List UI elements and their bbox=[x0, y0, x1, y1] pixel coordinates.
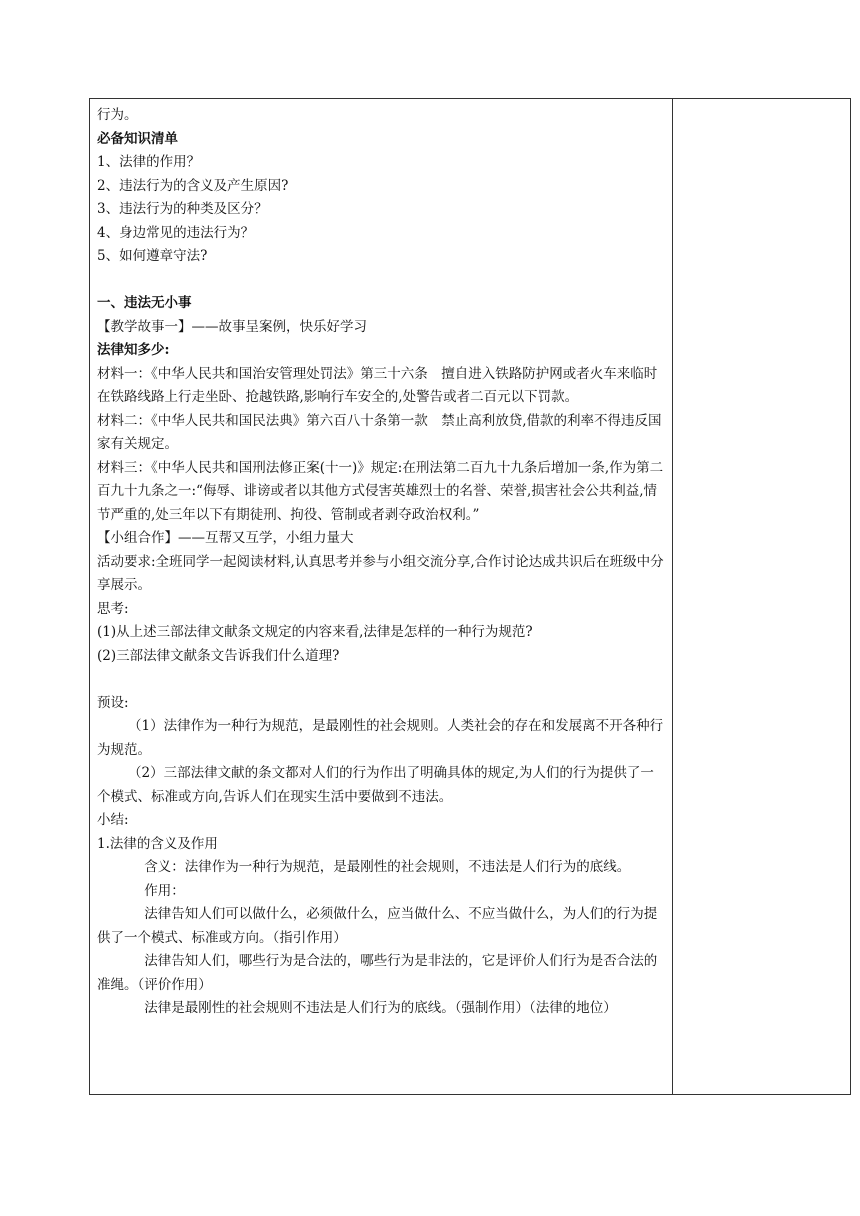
law-knowledge-heading: 法律知多少: bbox=[97, 342, 170, 358]
knowledge-item: 2、违法行为的含义及产生原因? bbox=[97, 177, 289, 194]
material-three: 材料三：《中华人民共和国刑法修正案(十一)》规定:在刑法第二百九十九条后增加一条,作为第二百九十九条之一:“侮辱、诽谤或者以其他方式侵害英雄烈士的名誉、荣誉,损害社会公共利益,情节严重的,处三年以下有期徒刑、拘役、管制或者剥夺政治权利。” bbox=[97, 459, 664, 523]
group-work-heading: 【小组合作】——互帮又互学，小组力量大 bbox=[97, 530, 354, 546]
think-label: 思考: bbox=[97, 600, 129, 617]
table-column-divider bbox=[672, 98, 673, 1095]
preset-answer-two: （2）三部法律文献的条文都对人们的行为作出了明确具体的规定,为人们的行为提供了一个模式、标准或方向,告诉人们在现实生活中要做到不违法。 bbox=[97, 765, 654, 805]
knowledge-item: 1、法律的作用？ bbox=[97, 154, 201, 170]
summary-label: 小结: bbox=[97, 812, 129, 828]
question-two: (2)三部法律文献条文告诉我们什么道理? bbox=[97, 647, 340, 664]
preset-label: 预设: bbox=[97, 694, 129, 711]
activity-requirement: 活动要求:全班同学一起阅读材料,认真思考并参与小组交流分享,合作讨论达成共识后在班级中分享展示。 bbox=[97, 553, 664, 593]
continued-text: 行为。 bbox=[97, 107, 138, 123]
guiding-role: 法律告知人们可以做什么，必须做什么，应当做什么、不应当做什么，为人们的行为提供了一个模式、标准或方向。（指引作用） bbox=[97, 906, 658, 946]
law-meaning: 含义：法律作为一种行为规范，是最刚性的社会规则，不违法是人们行为的底线。 bbox=[144, 859, 631, 875]
preset-answer-one: （1）法律作为一种行为规范，是最刚性的社会规则。人类社会的存在和发展离不开各种行为规范。 bbox=[97, 718, 664, 758]
story-heading: 【教学故事一】——故事呈案例，快乐好学习 bbox=[97, 318, 367, 335]
lesson-content bbox=[97, 104, 667, 1021]
spacer bbox=[97, 269, 667, 293]
evaluating-role: 法律告知人们，哪些行为是合法的，哪些行为是非法的，它是评价人们行为是否合法的准绳。（评价作用） bbox=[97, 953, 658, 993]
knowledge-item: 5、如何遵章守法? bbox=[97, 248, 208, 264]
knowledge-item: 4、身边常见的违法行为？ bbox=[97, 224, 255, 241]
law-role-label: 作用： bbox=[144, 882, 185, 899]
enforcing-role: 法律是最刚性的社会规则不违法是人们行为的底线。（强制作用）（法律的地位） bbox=[144, 1000, 617, 1016]
material-one: 材料一：《中华人民共和国治安管理处罚法》第三十六条 擅自进入铁路防护网或者火车来临时在铁路线路上行走坐卧、抢越铁路,影响行车安全的,处警告或者二百元以下罚款。 bbox=[97, 365, 658, 405]
knowledge-list-heading: 必备知识清单 bbox=[97, 130, 178, 147]
material-two: 材料二：《中华人民共和国民法典》第六百八十条第一款 禁止高利放贷,借款的利率不得违反国家有关规定。 bbox=[97, 412, 662, 452]
section-heading: 一、违法无小事 bbox=[97, 295, 192, 311]
question-one: (1)从上述三部法律文献条文规定的内容来看,法律是怎样的一种行为规范? bbox=[97, 624, 533, 640]
spacer bbox=[97, 668, 667, 692]
knowledge-item: 3、违法行为的种类及区分？ bbox=[97, 201, 268, 217]
summary-subheading: 1.法律的含义及作用 bbox=[97, 835, 218, 852]
